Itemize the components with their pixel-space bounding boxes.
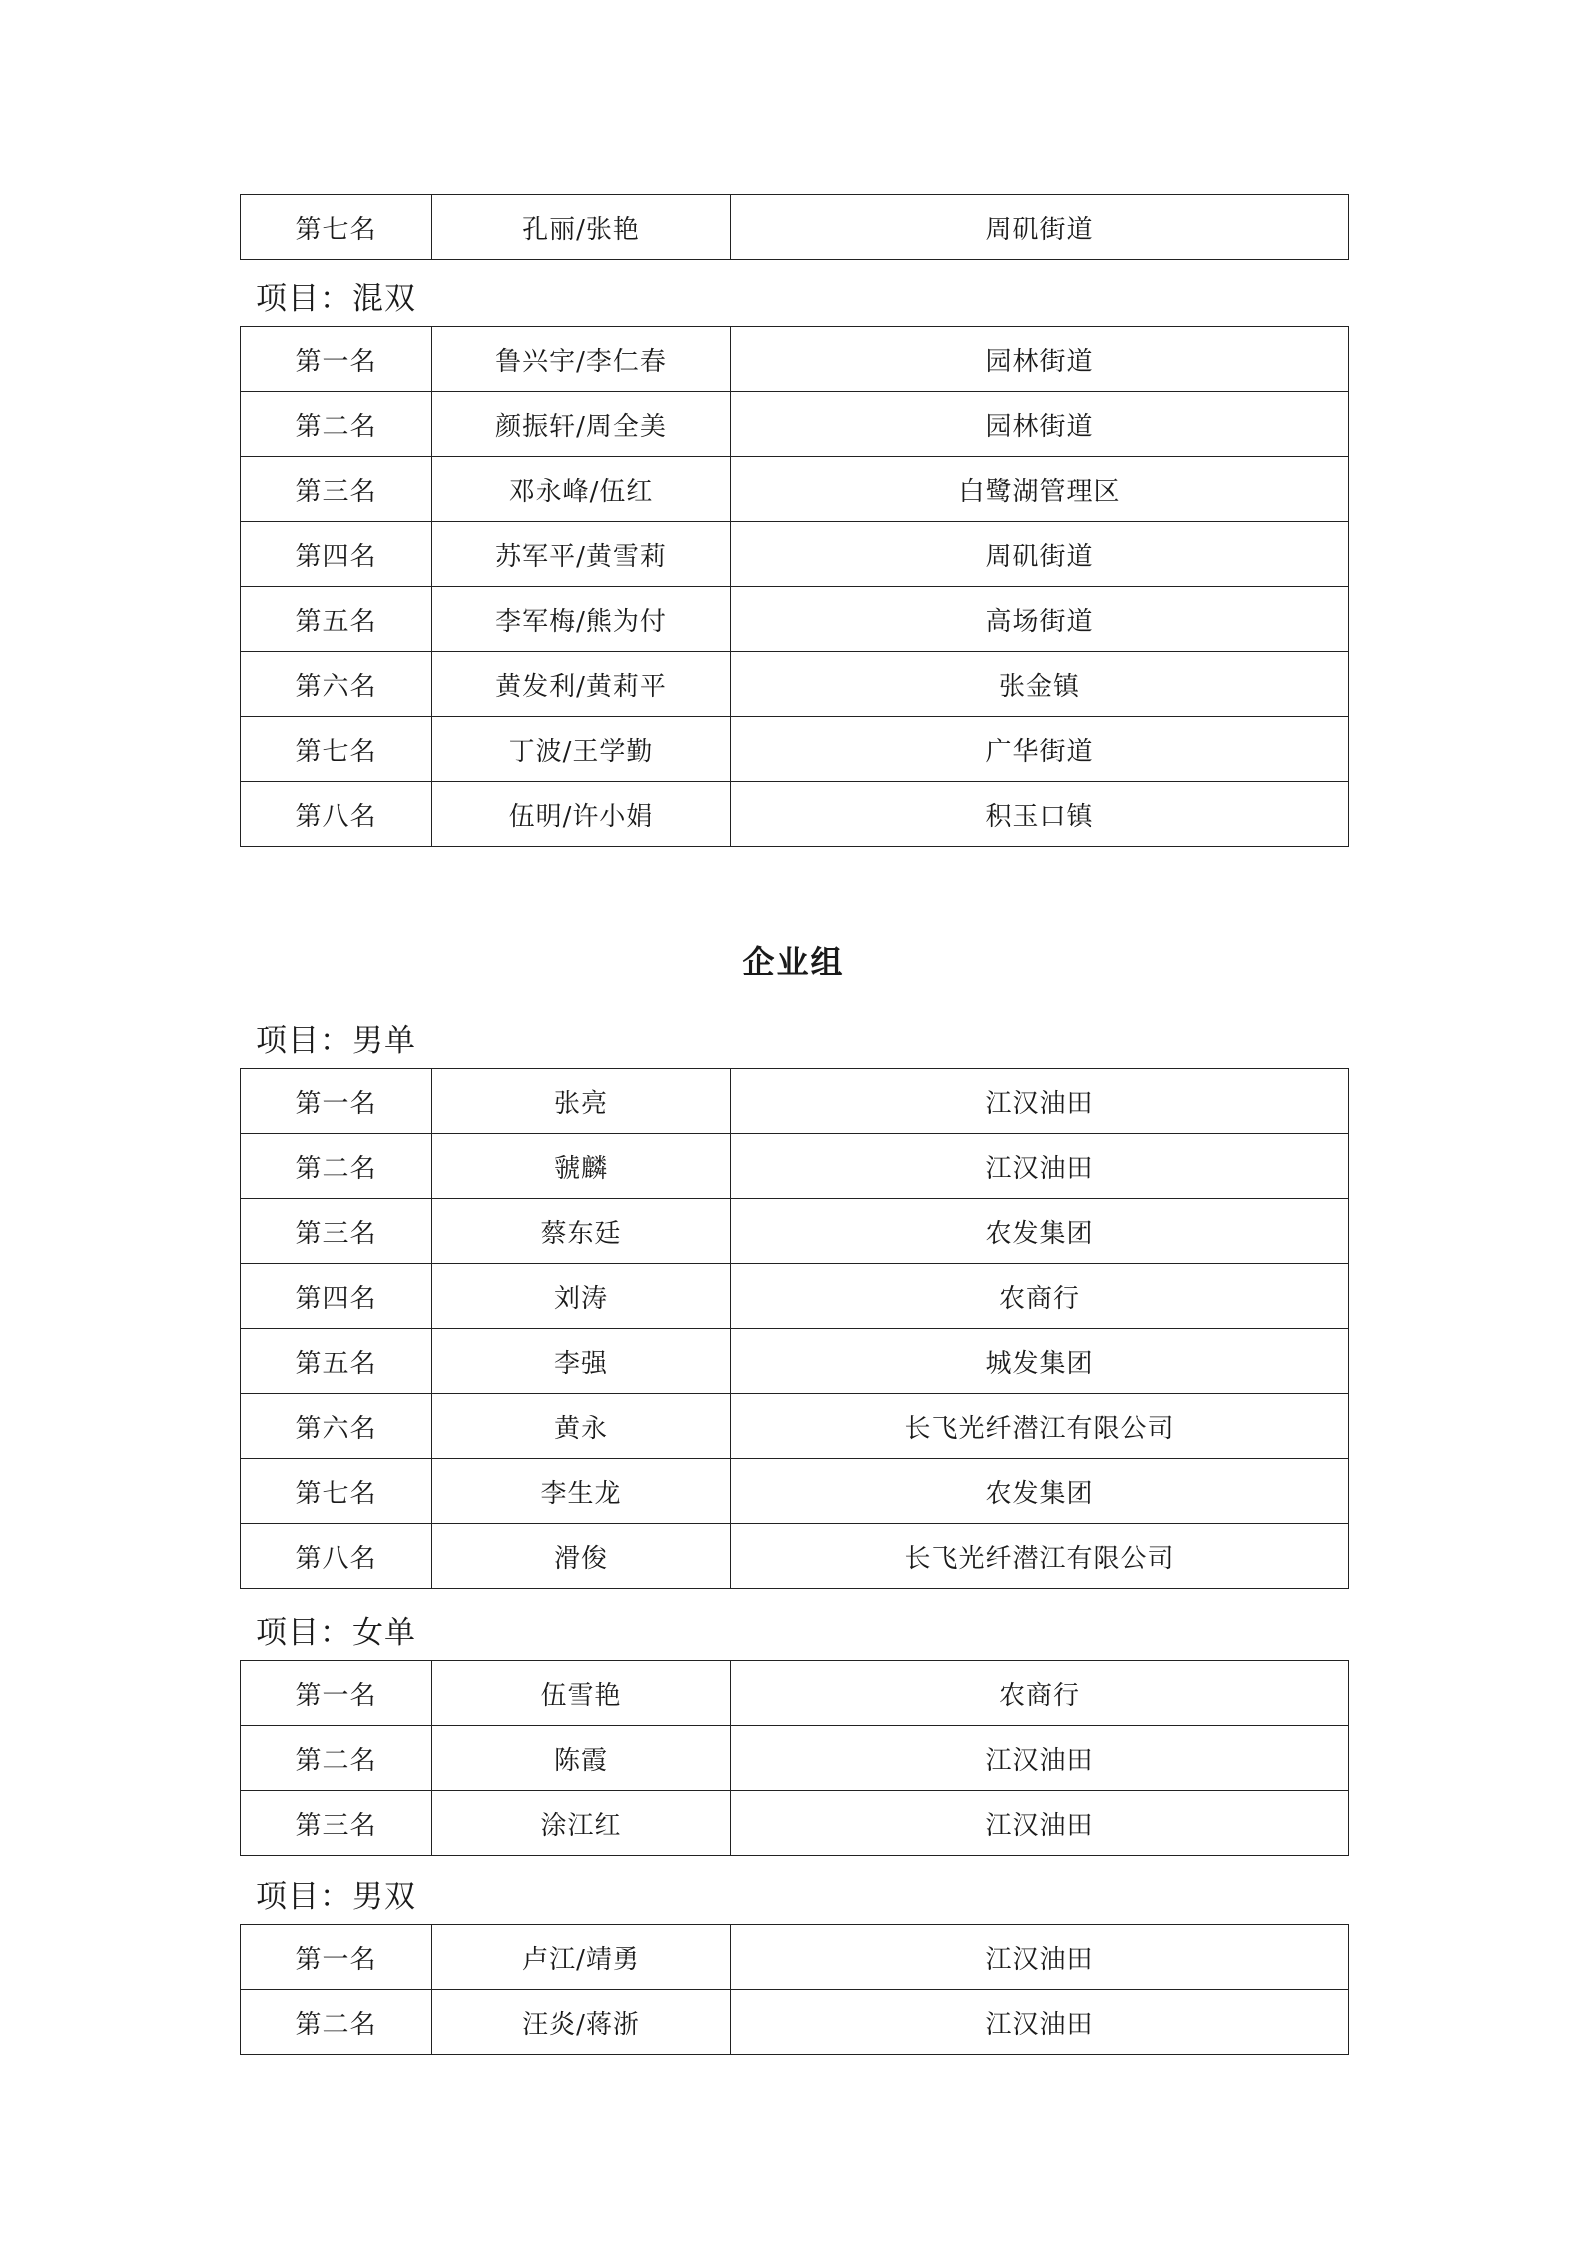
table-row: [241, 1791, 1349, 1856]
table-row: [241, 392, 1349, 457]
group-title-enterprise: 企业组: [742, 943, 845, 981]
rank-cell: 第八名: [241, 782, 432, 847]
unit-cell: 农发集团: [731, 1199, 1349, 1264]
table-row: [241, 1394, 1349, 1459]
rank-cell: 第七名: [241, 195, 432, 260]
table-row: [241, 327, 1349, 392]
rank-cell: 第五名: [241, 587, 432, 652]
table-row: [241, 1661, 1349, 1726]
unit-cell: 高场街道: [731, 587, 1349, 652]
table-row: [241, 587, 1349, 652]
table-row: [241, 457, 1349, 522]
player-cell: 滑俊: [432, 1524, 731, 1589]
table-row: [241, 1459, 1349, 1524]
table-row: [241, 522, 1349, 587]
rank-cell: 第六名: [241, 1394, 432, 1459]
unit-cell: 白鹭湖管理区: [731, 457, 1349, 522]
player-cell: 伍雪艳: [432, 1661, 731, 1726]
rank-cell: 第七名: [241, 1459, 432, 1524]
player-cell: 李生龙: [432, 1459, 731, 1524]
results-table-carryover: [240, 194, 1349, 260]
table-row: [241, 1264, 1349, 1329]
table-row: [241, 1329, 1349, 1394]
event-label-mens-singles: 项目：男单: [256, 1023, 416, 1059]
unit-cell: 园林街道: [731, 327, 1349, 392]
player-cell: 苏军平/黄雪莉: [432, 522, 731, 587]
unit-cell: 张金镇: [731, 652, 1349, 717]
player-cell: 颜振轩/周全美: [432, 392, 731, 457]
player-cell: 张亮: [432, 1069, 731, 1134]
rank-cell: 第三名: [241, 1791, 432, 1856]
unit-cell: 农发集团: [731, 1459, 1349, 1524]
player-cell: 邓永峰/伍红: [432, 457, 731, 522]
player-cell: 陈霞: [432, 1726, 731, 1791]
table-row: [241, 195, 1349, 260]
unit-cell: 长飞光纤潜江有限公司: [731, 1524, 1349, 1589]
unit-cell: 江汉油田: [731, 1134, 1349, 1199]
table-row: [241, 1069, 1349, 1134]
unit-cell: 农商行: [731, 1661, 1349, 1726]
rank-cell: 第四名: [241, 522, 432, 587]
unit-cell: 园林街道: [731, 392, 1349, 457]
results-table-mens-singles: [240, 1068, 1349, 1589]
unit-cell: 江汉油田: [731, 1069, 1349, 1134]
table-row: [241, 717, 1349, 782]
player-cell: 刘涛: [432, 1264, 731, 1329]
unit-cell: 周矶街道: [731, 195, 1349, 260]
player-cell: 鲁兴宇/李仁春: [432, 327, 731, 392]
rank-cell: 第一名: [241, 1925, 432, 1990]
player-cell: 卢江/靖勇: [432, 1925, 731, 1990]
table-row: [241, 1726, 1349, 1791]
rank-cell: 第四名: [241, 1264, 432, 1329]
rank-cell: 第一名: [241, 1069, 432, 1134]
rank-cell: 第三名: [241, 1199, 432, 1264]
unit-cell: 农商行: [731, 1264, 1349, 1329]
event-label-womens-singles: 项目：女单: [256, 1615, 416, 1651]
rank-cell: 第二名: [241, 1134, 432, 1199]
results-table-mixed-doubles: [240, 326, 1349, 847]
unit-cell: 积玉口镇: [731, 782, 1349, 847]
player-cell: 涂江红: [432, 1791, 731, 1856]
table-row: [241, 1524, 1349, 1589]
player-cell: 虢麟: [432, 1134, 731, 1199]
player-cell: 李军梅/熊为付: [432, 587, 731, 652]
table-row: [241, 1925, 1349, 1990]
table-row: [241, 1199, 1349, 1264]
results-table-womens-singles: [240, 1660, 1349, 1856]
table-row: [241, 1134, 1349, 1199]
event-label-mixed-doubles: 项目：混双: [256, 281, 416, 317]
results-table-mens-doubles: [240, 1924, 1349, 2055]
table-row: [241, 1990, 1349, 2055]
player-cell: 丁波/王学勤: [432, 717, 731, 782]
unit-cell: 江汉油田: [731, 1925, 1349, 1990]
rank-cell: 第五名: [241, 1329, 432, 1394]
unit-cell: 江汉油田: [731, 1726, 1349, 1791]
player-cell: 黄永: [432, 1394, 731, 1459]
rank-cell: 第七名: [241, 717, 432, 782]
unit-cell: 城发集团: [731, 1329, 1349, 1394]
rank-cell: 第六名: [241, 652, 432, 717]
unit-cell: 广华街道: [731, 717, 1349, 782]
table-row: [241, 652, 1349, 717]
player-cell: 孔丽/张艳: [432, 195, 731, 260]
rank-cell: 第一名: [241, 1661, 432, 1726]
event-label-mens-doubles: 项目：男双: [256, 1879, 416, 1915]
rank-cell: 第二名: [241, 392, 432, 457]
unit-cell: 周矶街道: [731, 522, 1349, 587]
unit-cell: 江汉油田: [731, 1791, 1349, 1856]
unit-cell: 江汉油田: [731, 1990, 1349, 2055]
player-cell: 李强: [432, 1329, 731, 1394]
table-row: [241, 782, 1349, 847]
player-cell: 黄发利/黄莉平: [432, 652, 731, 717]
rank-cell: 第八名: [241, 1524, 432, 1589]
player-cell: 伍明/许小娟: [432, 782, 731, 847]
unit-cell: 长飞光纤潜江有限公司: [731, 1394, 1349, 1459]
rank-cell: 第二名: [241, 1726, 432, 1791]
player-cell: 汪炎/蒋浙: [432, 1990, 731, 2055]
rank-cell: 第三名: [241, 457, 432, 522]
rank-cell: 第二名: [241, 1990, 432, 2055]
player-cell: 蔡东廷: [432, 1199, 731, 1264]
rank-cell: 第一名: [241, 327, 432, 392]
